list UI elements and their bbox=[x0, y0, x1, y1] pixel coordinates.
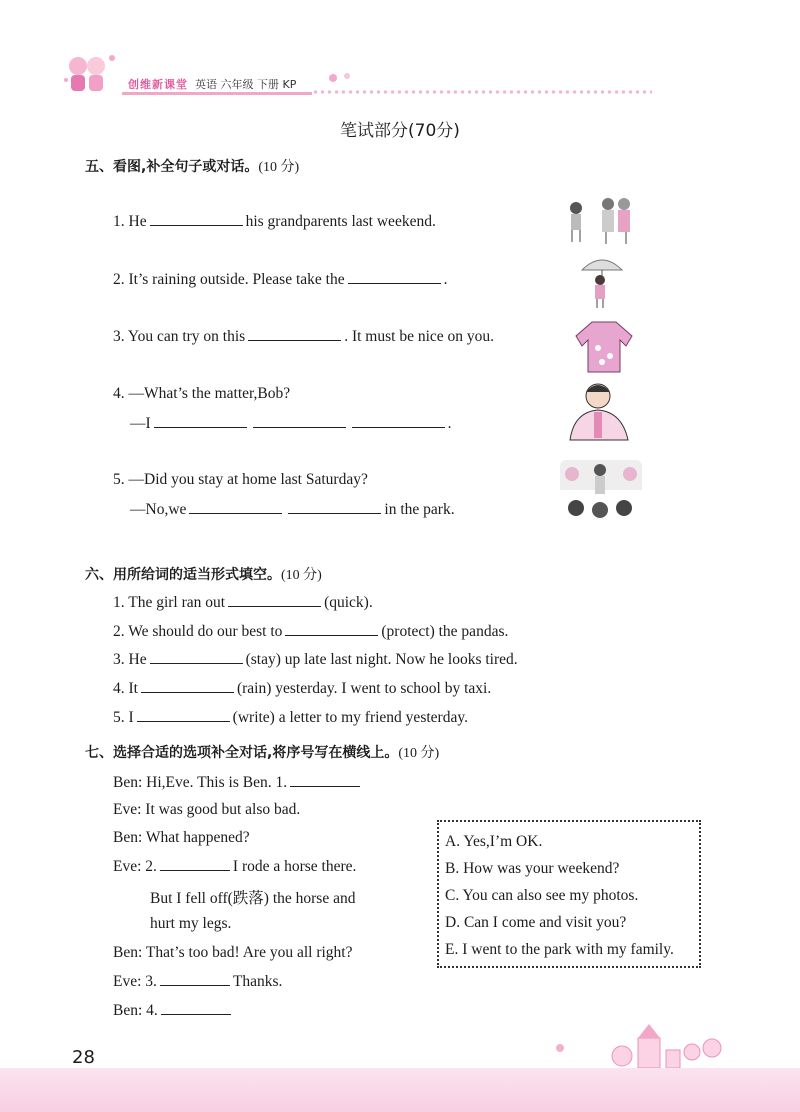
boy-with-cold-picture bbox=[564, 376, 634, 442]
option-a: A. Yes,I’m OK. bbox=[445, 833, 543, 850]
dialogue-line: Eve: It was good but also bad. bbox=[113, 801, 301, 818]
answer-blank[interactable] bbox=[288, 500, 381, 514]
s5-item-1: 1. He his grandparents last weekend. bbox=[113, 213, 436, 230]
answer-blank[interactable] bbox=[348, 270, 441, 284]
answer-blank[interactable] bbox=[189, 500, 282, 514]
s6-item-3: 3. He (stay) up late last night. Now he looks tired. bbox=[113, 651, 518, 668]
s5-item-4-line2: —I . bbox=[130, 415, 452, 432]
sweater-picture bbox=[574, 318, 634, 374]
answer-blank[interactable] bbox=[150, 650, 243, 664]
castle-decoration-icon bbox=[540, 1018, 730, 1068]
answer-blank[interactable] bbox=[141, 679, 234, 693]
answer-blank[interactable] bbox=[290, 773, 360, 787]
answer-blank[interactable] bbox=[154, 414, 247, 428]
dialogue-line: Ben: That’s too bad! Are you all right? bbox=[113, 944, 353, 961]
header-underline bbox=[122, 92, 312, 95]
cartoon-kids-logo bbox=[60, 50, 122, 100]
s6-item-2: 2. We should do our best to (protect) the pandas. bbox=[113, 623, 509, 640]
answer-blank[interactable] bbox=[160, 972, 230, 986]
answer-blank[interactable] bbox=[253, 414, 346, 428]
children-in-park-picture bbox=[560, 460, 642, 522]
dialogue-line: hurt my legs. bbox=[150, 915, 232, 932]
section5-heading: 五、看图,补全句子或对话。(10 分) bbox=[85, 159, 300, 175]
option-e: E. I went to the park with my family. bbox=[445, 941, 674, 958]
answer-blank[interactable] bbox=[150, 212, 243, 226]
dialogue-line: Eve: 3. Thanks. bbox=[113, 973, 283, 990]
s5-item-4: 4. —What’s the matter,Bob? bbox=[113, 385, 291, 402]
s6-item-1: 1. The girl ran out (quick). bbox=[113, 594, 373, 611]
visiting-grandparents-picture bbox=[562, 194, 640, 246]
answer-blank[interactable] bbox=[161, 1001, 231, 1015]
option-b: B. How was your weekend? bbox=[445, 860, 620, 877]
s5-item-3: 3. You can try on this . It must be nice on you. bbox=[113, 328, 495, 345]
answer-blank[interactable] bbox=[160, 857, 230, 871]
answer-blank[interactable] bbox=[137, 708, 230, 722]
answer-blank[interactable] bbox=[228, 593, 321, 607]
s5-item-5-line2: —No,we in the park. bbox=[130, 501, 455, 518]
girl-with-umbrella-picture bbox=[578, 250, 626, 312]
options-box bbox=[437, 820, 701, 968]
flower-icon bbox=[325, 70, 355, 86]
s5-item-5: 5. —Did you stay at home last Saturday? bbox=[113, 471, 368, 488]
s6-item-4: 4. It (rain) yesterday. I went to school by taxi. bbox=[113, 680, 492, 697]
footer-band bbox=[0, 1068, 800, 1112]
book-info: 英语 六年级 下册 KP bbox=[195, 78, 297, 91]
answer-blank[interactable] bbox=[285, 622, 378, 636]
header-dotted-line bbox=[312, 90, 652, 94]
page-number: 28 bbox=[72, 1047, 95, 1068]
section6-heading: 六、用所给词的适当形式填空。(10 分) bbox=[85, 567, 322, 583]
section7-heading: 七、选择合适的选项补全对话,将序号写在横线上。(10 分) bbox=[85, 745, 440, 761]
s6-item-5: 5. I (write) a letter to my friend yesterday. bbox=[113, 709, 468, 726]
option-d: D. Can I come and visit you? bbox=[445, 914, 627, 931]
dialogue-line: Ben: 4. bbox=[113, 1001, 234, 1020]
option-c: C. You can also see my photos. bbox=[445, 887, 639, 904]
answer-blank[interactable] bbox=[248, 327, 341, 341]
s5-item-2: 2. It’s raining outside. Please take the . bbox=[113, 271, 448, 288]
dialogue-line: But I fell off(跌落) the horse and bbox=[150, 890, 356, 907]
dialogue-line: Eve: 2. I rode a horse there. bbox=[113, 858, 357, 875]
dialogue-line: Ben: Hi,Eve. This is Ben. 1. bbox=[113, 773, 363, 792]
answer-blank[interactable] bbox=[352, 414, 445, 428]
page-title: 笔试部分(70分) bbox=[340, 121, 460, 141]
dialogue-line: Ben: What happened? bbox=[113, 829, 250, 846]
brand-label: 创维新课堂 bbox=[128, 78, 188, 91]
